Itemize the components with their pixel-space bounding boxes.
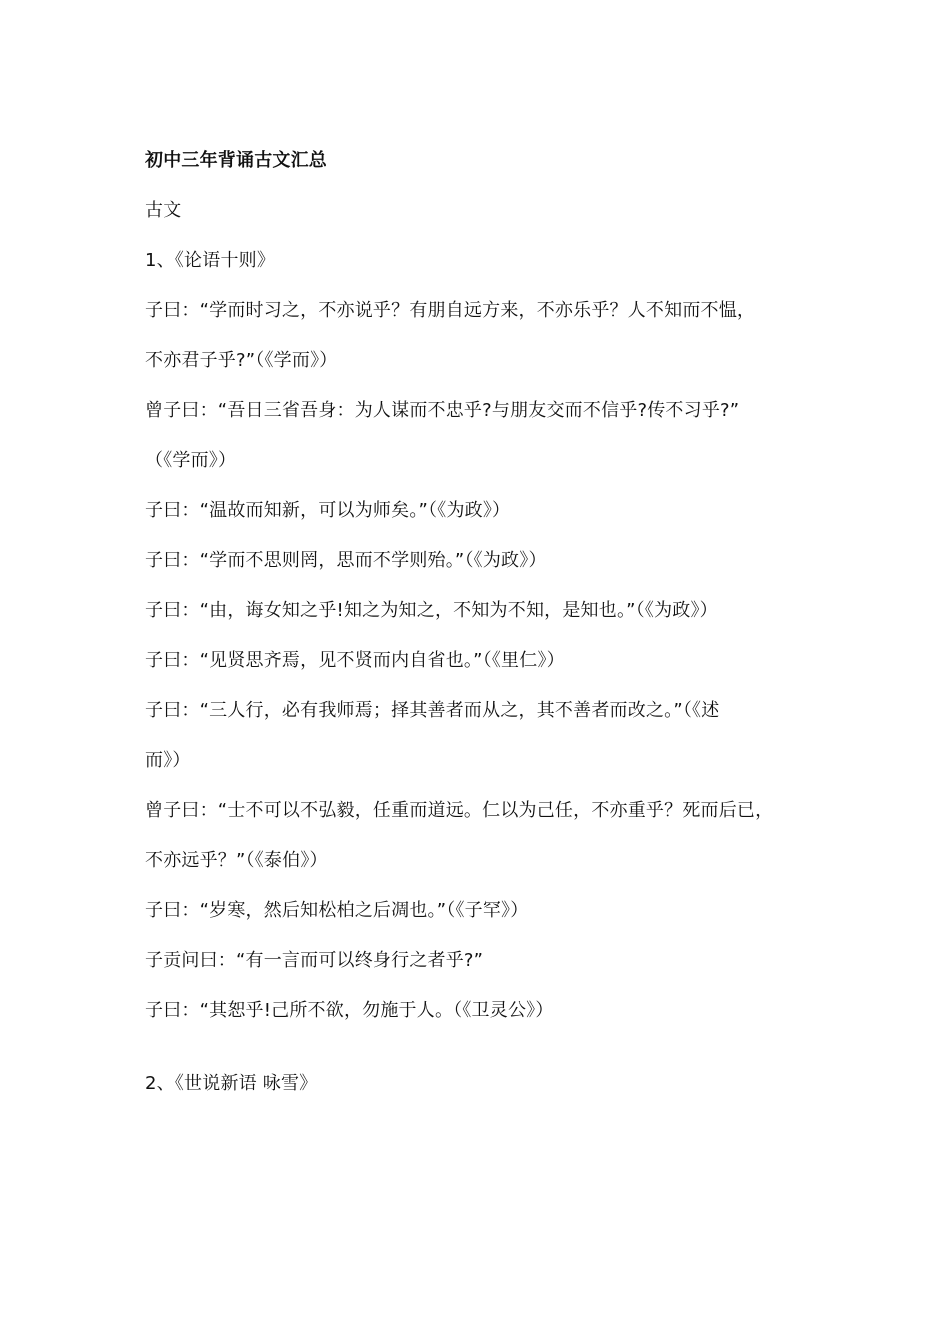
text-line: （《学而》）	[145, 450, 237, 471]
text-line: 子曰：“学而不思则罔，思而不学则殆。”（《为政》）	[145, 550, 547, 571]
section-label: 古文	[145, 200, 182, 221]
text-line: 子曰：“学而时习之，不亦说乎？有朋自远方来，不亦乐乎？人不知而不愠，	[145, 300, 756, 321]
text-line: 子曰：“岁寒，然后知松柏之后凋也。”（《子罕》）	[145, 900, 529, 921]
text-line: 曾子曰：“吾日三省吾身：为人谋而不忠乎?与朋友交而不信乎?传不习乎?”	[145, 400, 740, 421]
text-line: 子曰：“三人行，必有我师焉；择其善者而从之，其不善者而改之。”（《述	[145, 700, 720, 721]
text-line: 子曰：“见贤思齐焉，见不贤而内自省也。”（《里仁》）	[145, 650, 565, 671]
paragraph-gap	[145, 1036, 825, 1059]
text-line: 而》）	[145, 750, 191, 771]
text-line: 子曰：“温故而知新，可以为师矣。”（《为政》）	[145, 500, 511, 521]
text-line: 不亦远乎？”（《泰伯》）	[145, 850, 328, 871]
document-title: 初中三年背诵古文汇总	[145, 150, 327, 171]
document-body	[145, 136, 825, 1109]
text-line: 曾子曰：“士不可以不弘毅，任重而道远。仁以为己任，不亦重乎？死而后已，	[145, 800, 774, 821]
text-line: 子贡问曰：“有一言而可以终身行之者乎?”	[145, 950, 484, 971]
heading-lunyu: 1、《论语十则》	[145, 250, 276, 271]
text-line: 不亦君子乎?”（《学而》）	[145, 350, 338, 371]
text-line: 子曰：“由，诲女知之乎!知之为知之，不知为不知，是知也。”（《为政》）	[145, 600, 718, 621]
text-line: 子曰：“其恕乎!己所不欲，勿施于人。（《卫灵公》）	[145, 1000, 554, 1021]
heading-shishuo: 2、《世说新语 咏雪》	[145, 1073, 318, 1094]
